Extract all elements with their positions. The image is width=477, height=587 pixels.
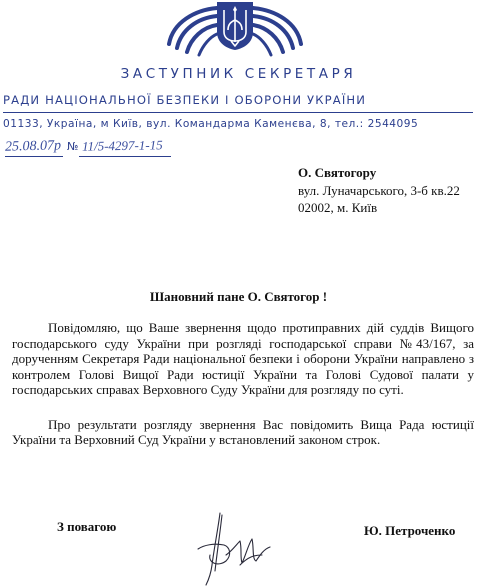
letterhead-address: 01133, Україна, м Київ, вул. Командарма Каменєва, 8, тел.: 2544095 [3,118,419,130]
reference-date: 25.08.07р [4,138,62,155]
signer-name: Ю. Петроченко [364,523,456,538]
reference-date-underline [5,156,63,157]
handwritten-signature [190,505,280,587]
closing-phrase: З повагою [57,519,117,534]
body-paragraph-1: Повідомляю, що Ваше звернення щодо протиправних дій суддів Вищого господарського суду України при розгляді господарської справи №43/167, за дорученням Секретаря Ради національної безпеки і оборони України направлено з контролем Голові Вищої Ради юстиції України та Голові Судової палати у господарських справах Верховного Суду України для розгляду по суті. [12,320,474,397]
reference-number-label: № [67,140,79,153]
letterhead-title: ЗАСТУПНИК СЕКРЕТАРЯ [120,66,357,82]
letter-body [12,320,474,467]
letterhead-organization: РАДИ НАЦІОНАЛЬНОЇ БЕЗПЕКИ І ОБОРОНИ УКРАЇНИ [3,93,367,107]
reference-number: 11/5-4297-1-15 [82,137,164,154]
salutation: Шановний пане О. Святогор ! [149,289,328,304]
addressee-street: вул. Луначарського, 3-б кв.22 [298,182,460,198]
addressee-city: 02002, м. Київ [298,200,378,215]
addressee-name: О. Святогору [298,165,377,180]
letterhead-divider [3,112,473,113]
trident-coat-of-arms-icon [165,0,305,58]
addressee-block [298,164,460,217]
body-paragraph-2: Про результати розгляду звернення Вас повідомить Вища Рада юстиції України та Верховний Суд України у встановлений законом строк. [12,416,474,447]
reference-number-underline [79,156,171,157]
